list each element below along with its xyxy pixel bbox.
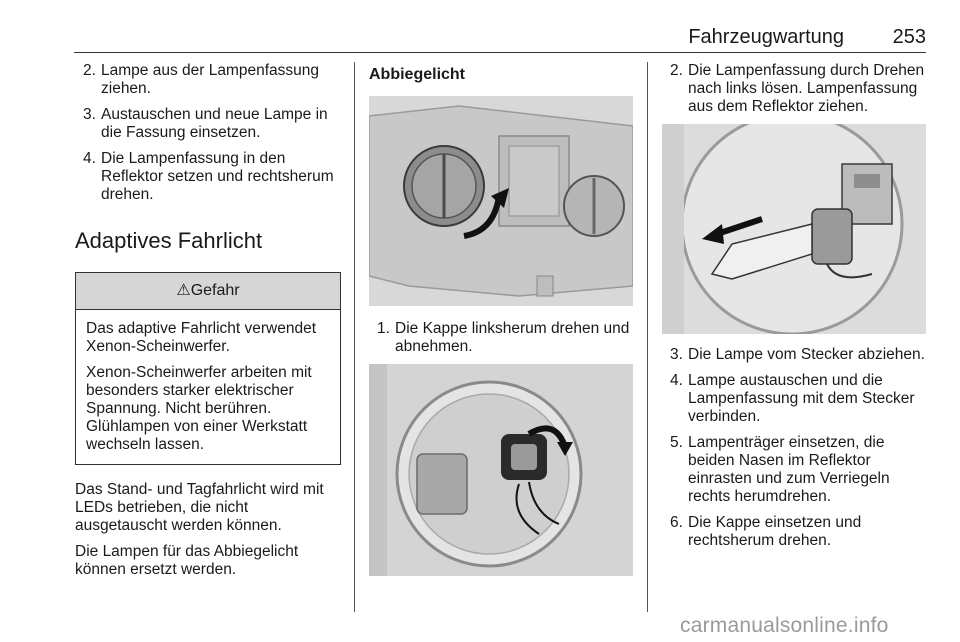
page-number: 253: [892, 26, 926, 48]
list-text: Lampenträger einsetzen, die beiden Nasen im Reflektor einrasten und zum Verriegeln rechts herumdrehen.: [688, 434, 890, 505]
list-text: Lampe aus der Lampenfassung ziehen.: [101, 62, 320, 97]
list-text: Die Lampenfassung in den Reflektor setzen und rechtsherum drehen.: [101, 150, 334, 203]
list-number: 4.: [670, 372, 683, 389]
page-title: Fahrzeugwartung: [688, 26, 844, 48]
list-item: [75, 106, 341, 142]
list-item: [369, 320, 633, 356]
column-1: [75, 62, 341, 587]
list-item: [75, 62, 341, 98]
warning-title: Gefahr: [190, 282, 240, 299]
lamp-removal-figure: [662, 124, 926, 334]
subsection-heading: Abbiegelicht: [369, 66, 466, 83]
list-text: Die Lampe vom Stecker abziehen.: [688, 346, 925, 363]
column-divider: [647, 62, 648, 612]
list-number: 5.: [670, 434, 683, 451]
section-heading: Adaptives Fahrlicht: [75, 228, 263, 253]
list-number: 1.: [377, 320, 390, 337]
list-text: Lampe austauschen und die Lampenfassung mit dem Stecker verbinden.: [688, 372, 915, 425]
warning-header: [76, 273, 340, 310]
list-number: 3.: [83, 106, 96, 123]
list-text: Austauschen und neue Lampe in die Fassung einsetzen.: [101, 106, 328, 141]
warning-box: [75, 272, 341, 465]
list-item: [662, 434, 926, 506]
column-2: [369, 62, 633, 576]
list-item: [662, 514, 926, 550]
body-paragraph: Das Stand- und Tagfahrlicht wird mit LEDs betrieben, die nicht ausgetauscht werden können.: [75, 481, 324, 534]
column-divider: [354, 62, 355, 612]
warning-text: Xenon-Scheinwerfer arbeiten mit besonders starker elektrischer Spannung. Nicht berühren. Glühlampen von einer Werkstatt wechseln lassen.: [86, 364, 312, 453]
warning-triangle-icon: ⚠: [176, 282, 191, 299]
list-text: Die Kappe einsetzen und rechtsherum drehen.: [688, 514, 862, 549]
page-header: [74, 20, 926, 53]
body-paragraph: Die Lampen für das Abbiegelicht können ersetzt werden.: [75, 543, 299, 578]
headlight-cap-figure: [369, 96, 633, 306]
list-item: [662, 372, 926, 426]
list-item: [662, 62, 926, 116]
list-number: 3.: [670, 346, 683, 363]
list-number: 2.: [83, 62, 96, 79]
warning-text: Das adaptive Fahrlicht verwendet Xenon-Scheinwerfer.: [86, 320, 317, 355]
list-item: [662, 346, 926, 364]
column-3: [662, 62, 926, 558]
watermark: carmanualsonline.info: [680, 614, 889, 637]
list-number: 4.: [83, 150, 96, 167]
list-item: [75, 150, 341, 204]
list-text: Die Kappe linksherum drehen und abnehmen.: [395, 320, 630, 355]
lamp-socket-figure: [369, 364, 633, 576]
list-number: 2.: [670, 62, 683, 79]
list-text: Die Lampenfassung durch Drehen nach links lösen. Lampenfassung aus dem Reflektor ziehen.: [688, 62, 925, 115]
list-number: 6.: [670, 514, 683, 531]
warning-body: [76, 310, 340, 464]
